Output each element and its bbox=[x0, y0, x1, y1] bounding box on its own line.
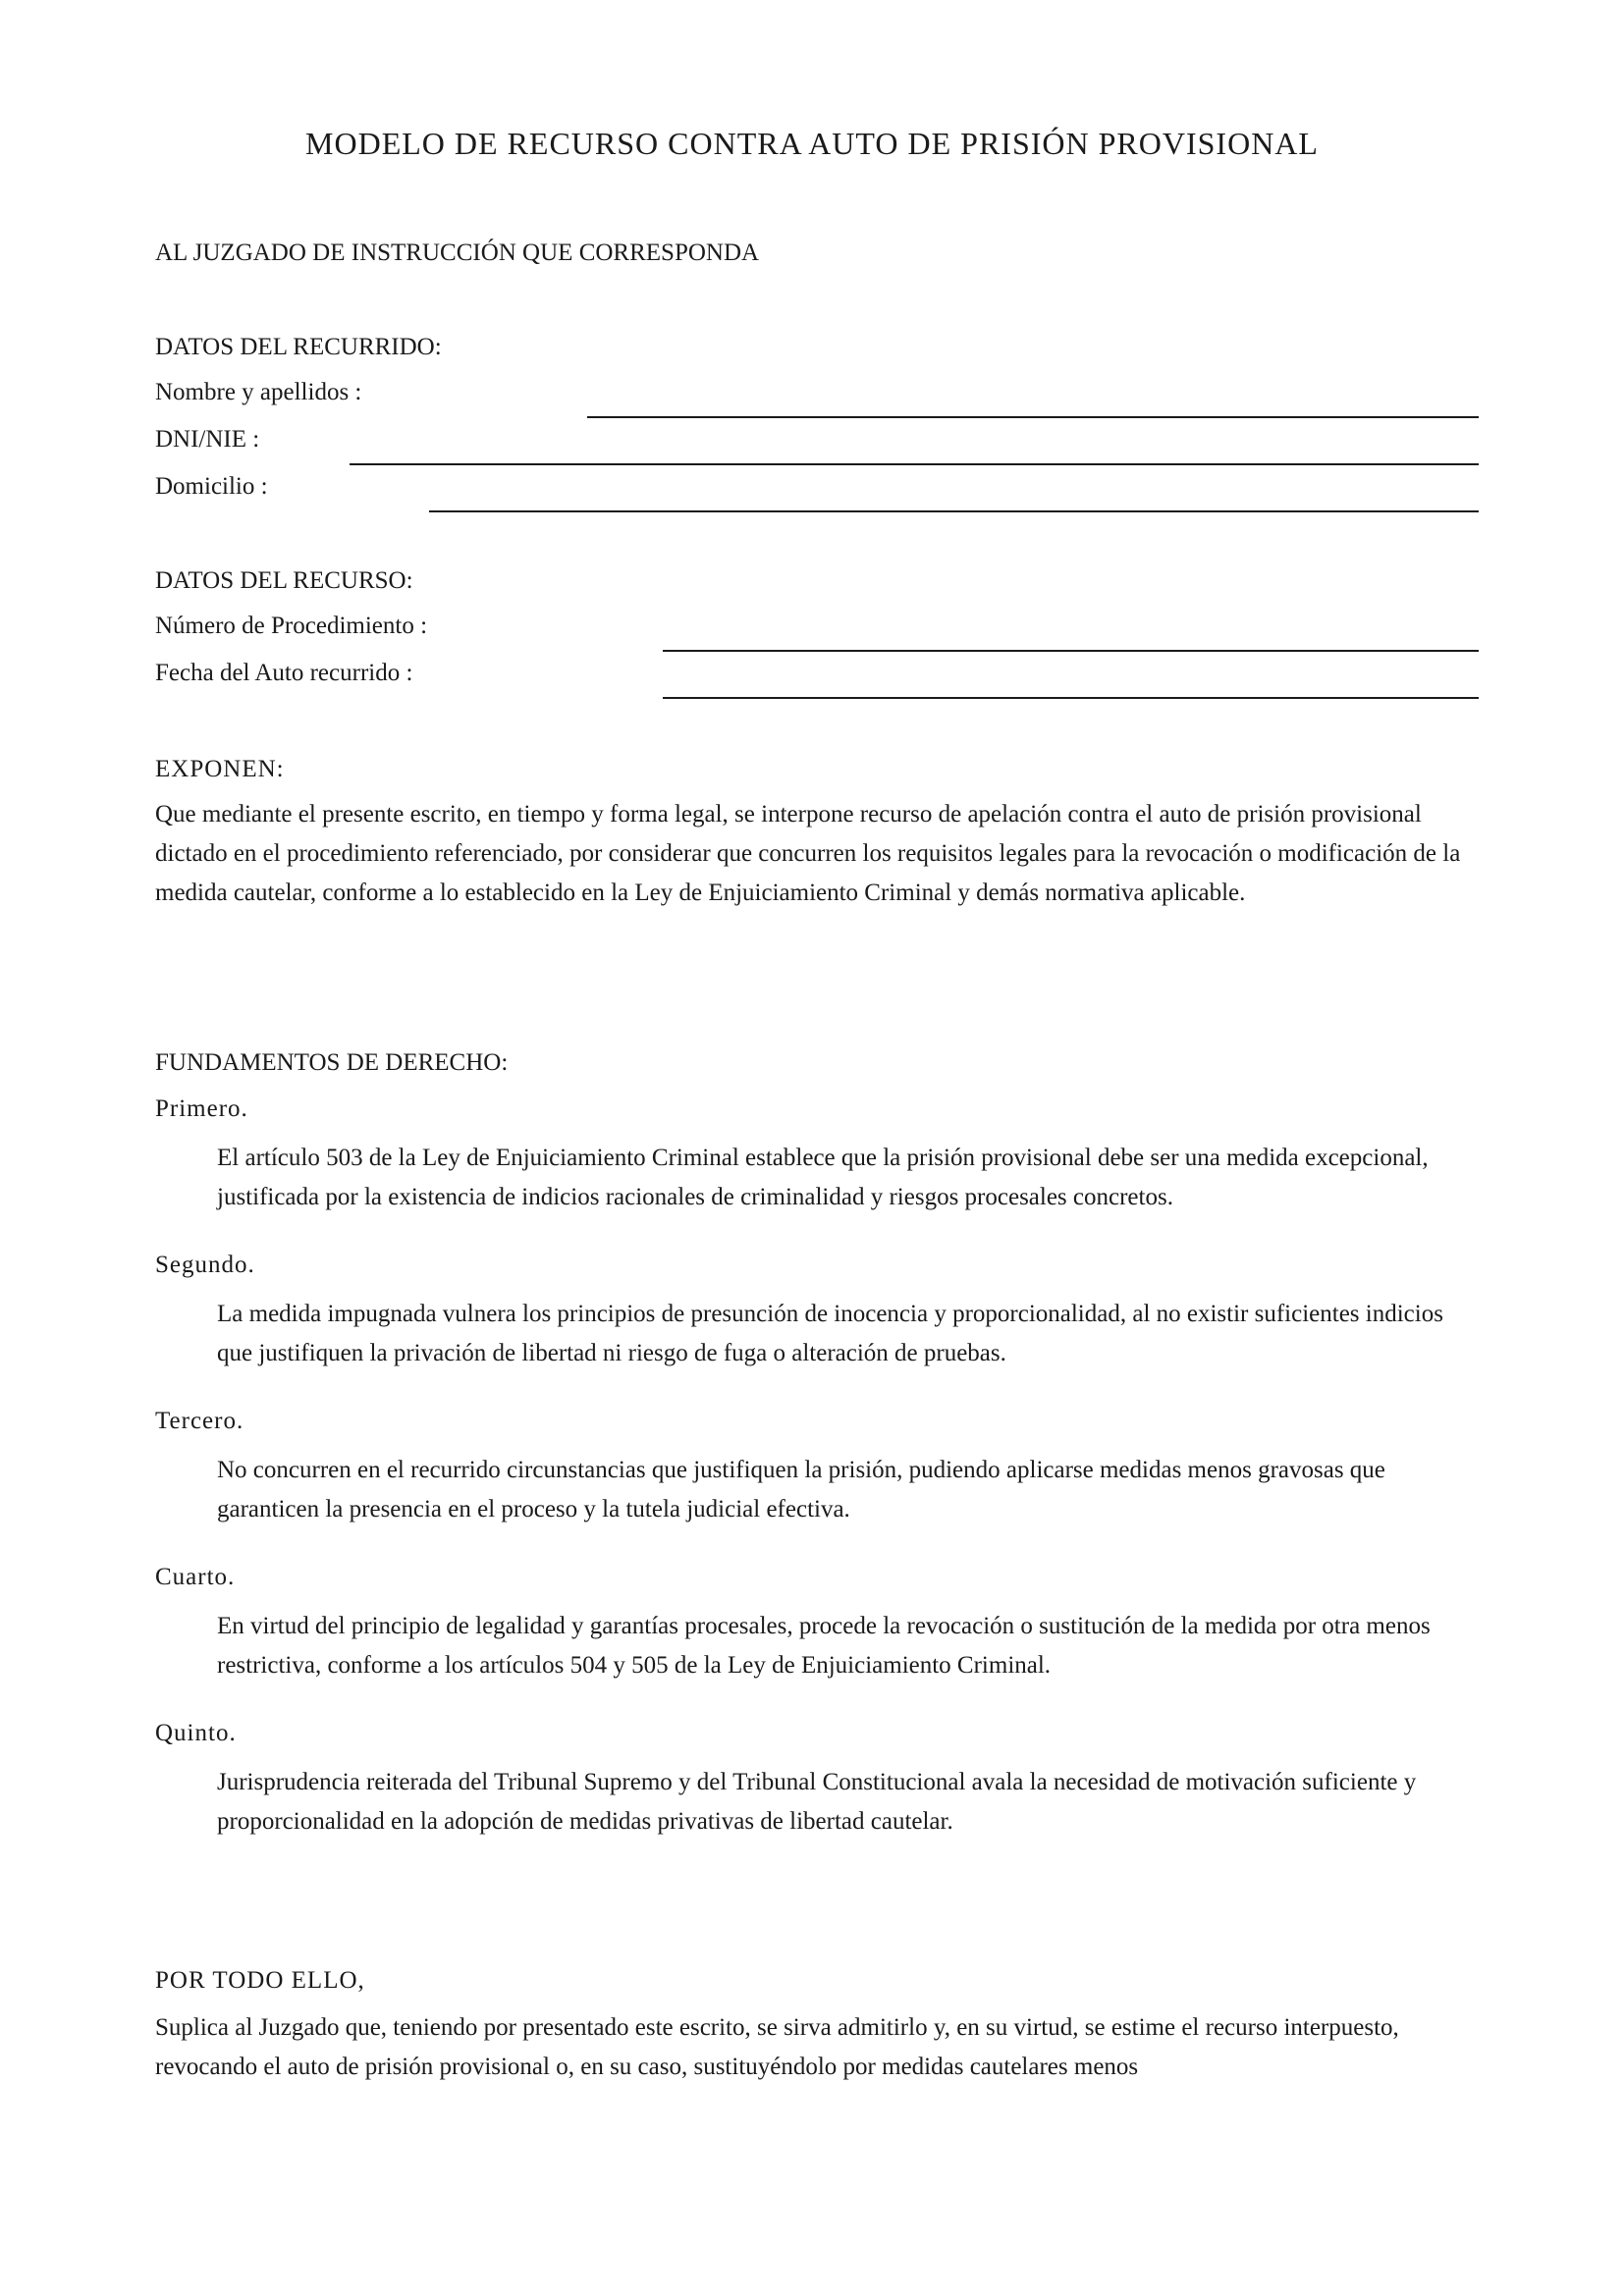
procedure-label: Número de Procedimiento : bbox=[155, 613, 428, 639]
addressee: AL JUZGADO DE INSTRUCCIÓN QUE CORRESPONDA bbox=[155, 240, 760, 266]
fundamento-label: Tercero. bbox=[155, 1408, 244, 1434]
name-field bbox=[155, 379, 1479, 418]
recurrido-heading: DATOS DEL RECURRIDO: bbox=[155, 334, 442, 360]
fundamento-text: La medida impugnada vulnera los principios de presunción de inocencia y proporcionalidad, al no existir suficientes indicios que justifiquen la privación de libertad ni riesgo de fuga o alteración de pruebas. bbox=[217, 1301, 1443, 1366]
conclusion-heading: POR TODO ELLO, bbox=[155, 1967, 365, 1994]
fundamento-text: No concurren en el recurrido circunstancias que justifiquen la prisión, pudiendo aplicarse medidas menos gravosas que garanticen la presencia en el proceso y la tutela judicial efectiva. bbox=[217, 1457, 1385, 1522]
address-field bbox=[155, 473, 1479, 512]
document-title: MODELO DE RECURSO CONTRA AUTO DE PRISIÓN PROVISIONAL bbox=[305, 126, 1319, 161]
exponen-text: Que mediante el presente escrito, en tiempo y forma legal, se interpone recurso de apelación contra el auto de prisión provisional dictado en el procedimiento referenciado, por considerar que concurren los requisitos legales para la revocación o modificación de la medida cautelar, conforme a lo establecido en la Ley de Enjuiciamiento Criminal y demás normativa aplicable. bbox=[155, 801, 1461, 906]
procedure-field bbox=[155, 613, 1479, 652]
fundamento-text: En virtud del principio de legalidad y garantías procesales, procede la revocación o sustitución de la medida por otra menos restrictiva, conforme a los artículos 504 y 505 de la Ley de Enjuiciamiento Criminal. bbox=[217, 1613, 1431, 1679]
fundamento-label: Quinto. bbox=[155, 1720, 237, 1746]
name-label: Nombre y apellidos : bbox=[155, 379, 362, 405]
date-blank-line[interactable] bbox=[663, 697, 1479, 699]
recurso-heading: DATOS DEL RECURSO: bbox=[155, 567, 413, 594]
fundamento-text: El artículo 503 de la Ley de Enjuiciamiento Criminal establece que la prisión provisional debe ser una medida excepcional, justificada por la existencia de indicios racionales de criminalidad y riesgos procesales concretos. bbox=[217, 1145, 1429, 1210]
fundamentos-heading: FUNDAMENTOS DE DERECHO: bbox=[155, 1049, 509, 1076]
date-field bbox=[155, 660, 1479, 699]
address-blank-line[interactable] bbox=[429, 510, 1479, 512]
dni-blank-line[interactable] bbox=[350, 463, 1479, 465]
fundamento-label: Cuarto. bbox=[155, 1564, 236, 1590]
procedure-blank-line[interactable] bbox=[663, 650, 1479, 652]
dni-label: DNI/NIE : bbox=[155, 426, 260, 453]
fundamento-text: Jurisprudencia reiterada del Tribunal Supremo y del Tribunal Constitucional avala la necesidad de motivación suficiente y proporcionalidad en la adopción de medidas privativas de libertad cautelar. bbox=[217, 1769, 1417, 1835]
name-blank-line[interactable] bbox=[587, 416, 1479, 418]
date-label: Fecha del Auto recurrido : bbox=[155, 660, 413, 686]
conclusion-text: Suplica al Juzgado que, teniendo por presentado este escrito, se sirva admitirlo y, en su virtud, se estime el recurso interpuesto, revocando el auto de prisión provisional o, en su caso, sustituyéndolo por medidas cautelares menos bbox=[155, 2014, 1399, 2080]
fundamento-label: Segundo. bbox=[155, 1252, 255, 1278]
fundamento-label: Primero. bbox=[155, 1095, 248, 1122]
address-label: Domicilio : bbox=[155, 473, 268, 500]
exponen-heading: EXPONEN: bbox=[155, 756, 285, 782]
dni-field bbox=[155, 426, 1479, 465]
